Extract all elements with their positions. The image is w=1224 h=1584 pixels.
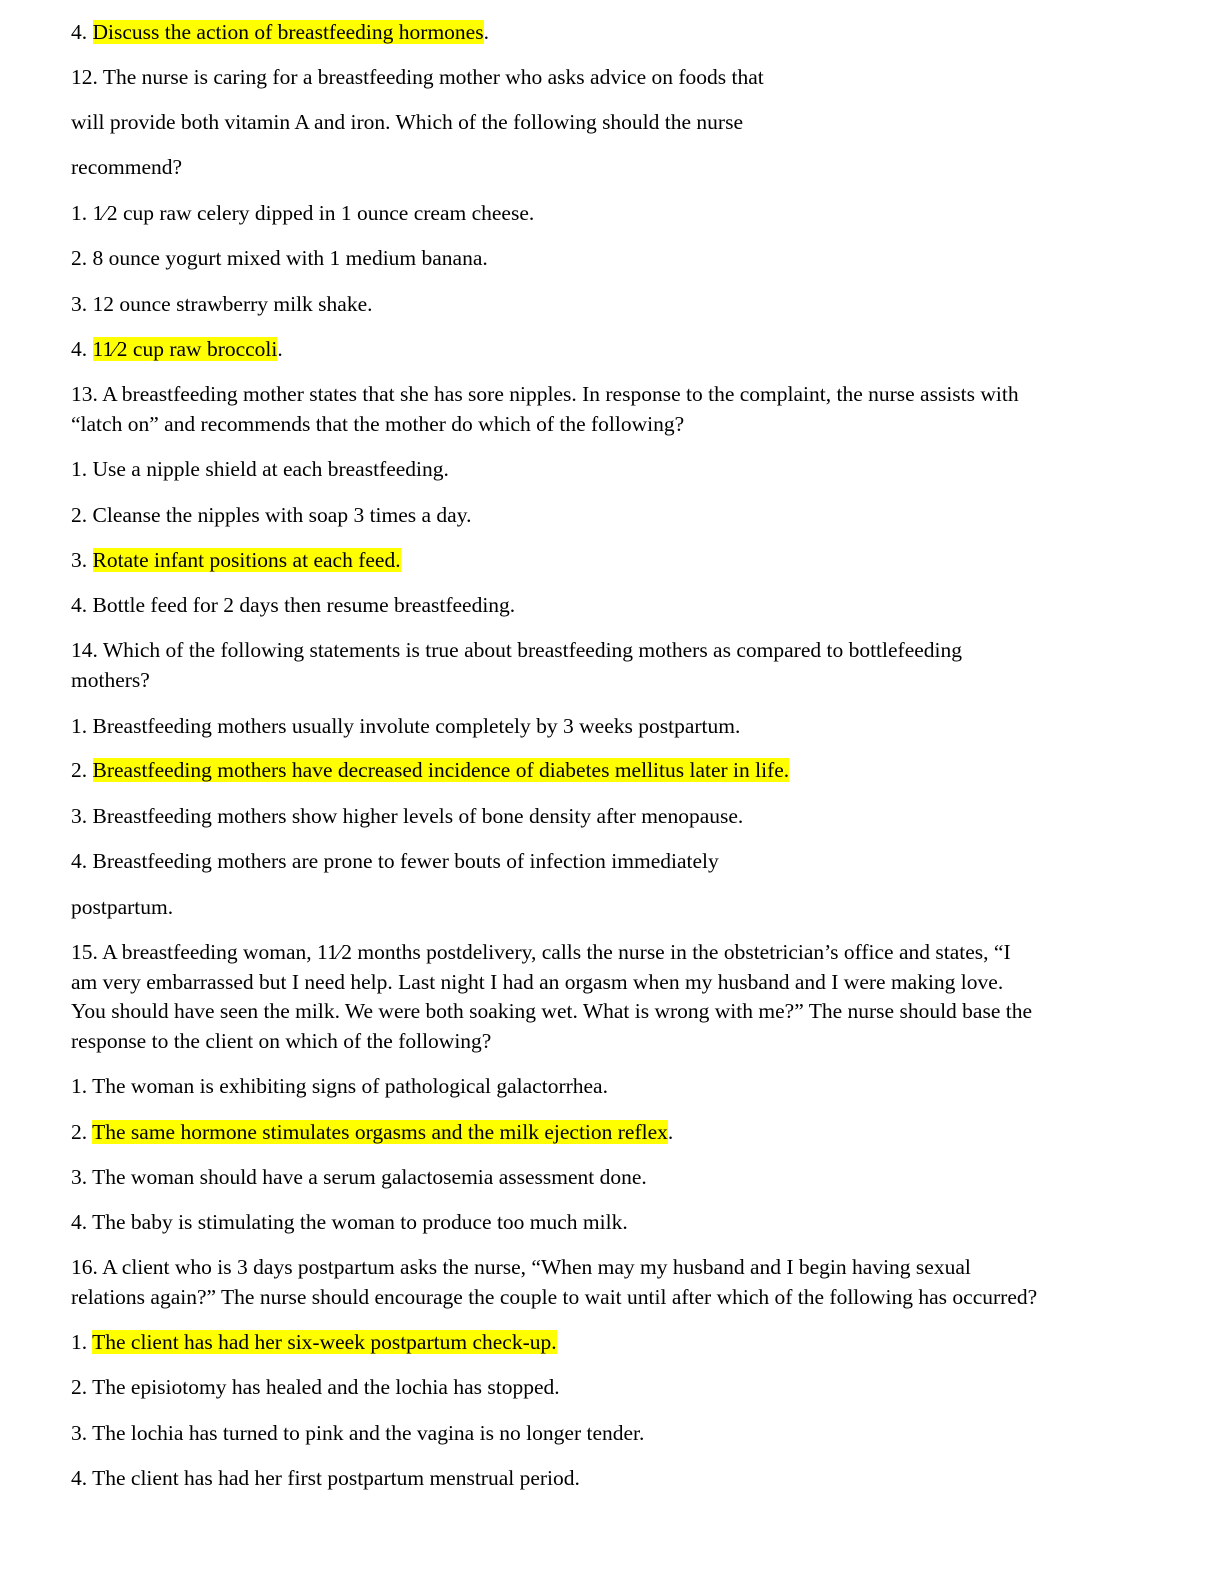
question-15-stem: You should have seen the milk. We were both soaking wet. What is wrong with me?” The nurse should base the (71, 999, 1033, 1023)
question-16-stem: relations again?” The nurse should encourage the couple to wait until after which of the following has occurred? (71, 1285, 1038, 1309)
highlight: Discuss the action of breastfeeding hormones (92, 20, 484, 44)
question-15-option-2: 2. The same hormone stimulates orgasms and the milk ejection reflex. (71, 1120, 674, 1144)
question-12-option-1: 1. 1⁄2 cup raw celery dipped in 1 ounce cream cheese. (71, 201, 535, 225)
question-13-option-4: 4. Bottle feed for 2 days then resume breastfeeding. (71, 593, 516, 617)
question-14-stem: 14. Which of the following statements is true about breastfeeding mothers as compared to bottlefeeding (71, 638, 963, 662)
highlight: Rotate infant positions at each feed. (92, 548, 401, 572)
line-q4-heading: 4. Discuss the action of breastfeeding hormones. (71, 20, 489, 44)
question-12-stem: will provide both vitamin A and iron. Which of the following should the nurse (71, 110, 743, 134)
question-12-stem: recommend? (71, 155, 183, 179)
question-16-option-1: 1. The client has had her six-week postpartum check-up. (71, 1330, 557, 1354)
question-12-stem: 12. The nurse is caring for a breastfeeding mother who asks advice on foods that (71, 65, 764, 89)
question-14-option-4: 4. Breastfeeding mothers are prone to fewer bouts of infection immediately (71, 849, 719, 873)
question-15-stem: 15. A breastfeeding woman, 11⁄2 months postdelivery, calls the nurse in the obstetrician’s office and states, “I (71, 940, 1011, 964)
question-14-option-2: 2. Breastfeeding mothers have decreased incidence of diabetes mellitus later in life. (71, 758, 790, 782)
question-13-option-2: 2. Cleanse the nipples with soap 3 times a day. (71, 503, 472, 527)
question-13-option-3: 3. Rotate infant positions at each feed. (71, 548, 401, 572)
question-15-option-4: 4. The baby is stimulating the woman to produce too much milk. (71, 1210, 628, 1234)
question-16-stem: 16. A client who is 3 days postpartum asks the nurse, “When may my husband and I begin having sexual (71, 1255, 971, 1279)
question-14-option-1: 1. Breastfeeding mothers usually involute completely by 3 weeks postpartum. (71, 714, 741, 738)
highlight: The client has had her six-week postpartum check-up. (92, 1330, 557, 1354)
highlight: Breastfeeding mothers have decreased incidence of diabetes mellitus later in life. (92, 758, 790, 782)
question-14-stem: mothers? (71, 668, 150, 692)
highlight: The same hormone stimulates orgasms and the milk ejection reflex (92, 1120, 668, 1144)
question-13-stem: “latch on” and recommends that the mother do which of the following? (71, 412, 685, 436)
question-16-option-3: 3. The lochia has turned to pink and the vagina is no longer tender. (71, 1421, 645, 1445)
question-15-stem: am very embarrassed but I need help. Last night I had an orgasm when my husband and I were making love. (71, 970, 1004, 994)
question-14-option-3: 3. Breastfeeding mothers show higher levels of bone density after menopause. (71, 804, 744, 828)
question-15-stem: response to the client on which of the following? (71, 1029, 492, 1053)
question-16-option-4: 4. The client has had her first postpartum menstrual period. (71, 1466, 580, 1490)
highlight: 11⁄2 cup raw broccoli (92, 337, 278, 361)
question-15-option-3: 3. The woman should have a serum galactosemia assessment done. (71, 1165, 647, 1189)
question-16-option-2: 2. The episiotomy has healed and the lochia has stopped. (71, 1375, 560, 1399)
question-13-stem: 13. A breastfeeding mother states that she has sore nipples. In response to the complaint, the nurse assists with (71, 382, 1019, 406)
question-14-option-4: postpartum. (71, 895, 174, 919)
question-13-option-1: 1. Use a nipple shield at each breastfeeding. (71, 457, 449, 481)
question-15-option-1: 1. The woman is exhibiting signs of pathological galactorrhea. (71, 1074, 608, 1098)
question-12-option-3: 3. 12 ounce strawberry milk shake. (71, 292, 373, 316)
question-12-option-2: 2. 8 ounce yogurt mixed with 1 medium banana. (71, 246, 488, 270)
question-12-option-4: 4. 11⁄2 cup raw broccoli. (71, 337, 283, 361)
